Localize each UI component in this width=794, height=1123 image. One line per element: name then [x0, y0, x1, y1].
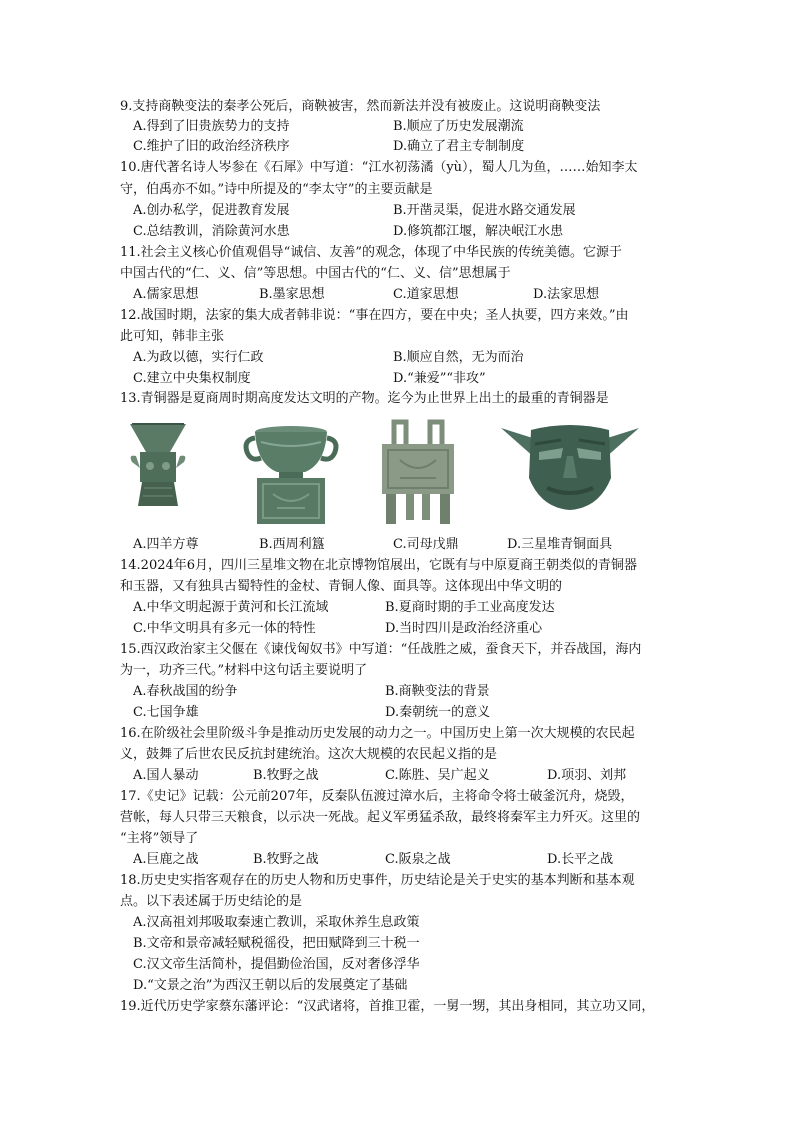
question-17-option-b: B.牧野之战 [253, 852, 319, 867]
question-11-stem-line-1: 11.社会主义核心价值观倡导“诚信、友善”的观念，体现了中华民族的传统美德。它源于 [120, 245, 622, 260]
question-9-option-c: C.维护了旧的政治经济秩序 [133, 139, 290, 154]
question-17-stem-line-3: “主将”领导了 [120, 831, 199, 846]
question-14-stem-line-1: 14.2024年6月，四川三星堆文物在北京博物馆展出，它既有与中原夏商王朝类似的青铜器 [120, 558, 638, 573]
question-13-option-d: D.三星堆青铜面具 [507, 537, 613, 552]
question-13-option-c: C.司母戊鼎 [393, 537, 459, 552]
question-15-option-b: B.商鞅变法的背景 [385, 684, 490, 699]
question-15-stem-line-2: 为一，功齐三代。”材料中这句话主要说明了 [120, 663, 368, 678]
question-10-option-a: A.创办私学，促进教育发展 [133, 203, 290, 218]
question-10-option-b: B.开凿灵渠，促进水路交通发展 [393, 203, 576, 218]
sanxingdui-bronze-mask-image [499, 418, 641, 514]
question-11-stem-line-2: 中国古代的“仁、义、信”等思想。中国古代的“仁、义、信”思想属于 [120, 266, 511, 281]
question-12-stem-line-2: 此可知，韩非主张 [120, 329, 225, 344]
question-12-stem-line-1: 12.战国时期，法家的集大成者韩非说：“事在四方，要在中央；圣人执要，四方来效。”由 [120, 308, 629, 323]
question-15-option-c: C.七国争雄 [133, 705, 199, 720]
question-13-option-b: B.西周利簋 [259, 537, 325, 552]
question-13-stem: 13.青铜器是夏商周时期高度发达文明的产物。迄今为止世界上出土的最重的青铜器是 [120, 391, 609, 406]
question-13-option-a: A.四羊方尊 [133, 537, 199, 552]
question-14-option-d: D.当时四川是政治经济重心 [385, 621, 543, 636]
question-15-option-a: A.春秋战国的纷争 [133, 684, 238, 699]
question-17-option-a: A.巨鹿之战 [133, 852, 199, 867]
question-18-stem-line-1: 18.历史史实指客观存在的历史人物和历史事件，历史结论是关于史实的基本判断和基本观 [120, 873, 635, 888]
question-15-option-d: D.秦朝统一的意义 [385, 705, 491, 720]
question-11-option-c: C.道家思想 [393, 287, 459, 302]
question-16-option-c: C.陈胜、吴广起义 [385, 768, 490, 783]
question-11-option-b: B.墨家思想 [259, 287, 325, 302]
question-14-option-b: B.夏商时期的手工业高度发达 [385, 600, 555, 615]
question-16-option-d: D.项羽、刘邦 [547, 768, 627, 783]
question-10-stem-line-1: 10.唐代著名诗人岑参在《石犀》中写道：“江水初荡潏（yù），蜀人几为鱼，……始知李太 [120, 160, 638, 175]
question-11-option-a: A.儒家思想 [133, 287, 199, 302]
question-16-stem-line-1: 16.在阶级社会里阶级斗争是推动历史发展的动力之一。中国历史上第一次大规模的农民起 [120, 726, 635, 741]
question-10-stem-line-2: 守，伯禹亦不如。”诗中所提及的“李太守”的主要贡献是 [120, 182, 433, 197]
question-17-option-c: C.阪泉之战 [385, 852, 451, 867]
question-14-stem-line-2: 和玉器，又有独具古蜀特性的金杖、青铜人像、面具等。这体现出中华文明的 [120, 579, 563, 594]
question-17-option-d: D.长平之战 [547, 852, 614, 867]
question-15-stem-line-1: 15.西汉政治家主父偃在《谏伐匈奴书》中写道：“任战胜之威，蚕食天下，并吞战国，海内 [120, 642, 642, 657]
question-12-option-d: D.“兼爱”“非攻” [393, 371, 486, 386]
question-9-option-a: A.得到了旧贵族势力的支持 [133, 119, 290, 134]
question-19-stem-line-1: 19.近代历史学家蔡东藩评论：“汉武诸将，首推卫霍，一舅一甥，其出身相同，其立功又同， [120, 999, 655, 1014]
simuwu-ding-image [376, 418, 460, 526]
question-18-option-c: C.汉文帝生活简朴，提倡勤俭治国，反对奢侈浮华 [133, 957, 420, 972]
question-16-option-b: B.牧野之战 [253, 768, 319, 783]
question-10-option-c: C.总结教训，消除黄河水患 [133, 224, 290, 239]
four-goat-square-zun-image [126, 418, 190, 510]
question-10-option-d: D.修筑都江堰，解决岷江水患 [393, 224, 564, 239]
question-18-option-a: A.汉高祖刘邦吸取秦速亡教训，采取休养生息政策 [133, 915, 420, 930]
question-12-option-a: A.为政以德，实行仁政 [133, 350, 264, 365]
question-14-option-a: A.中华文明起源于黄河和长江流域 [133, 600, 329, 615]
question-9-option-d: D.确立了君主专制制度 [393, 139, 525, 154]
question-18-option-b: B.文帝和景帝减轻赋税徭役，把田赋降到三十税一 [133, 936, 420, 951]
question-18-stem-line-2: 点。以下表述属于历史结论的是 [120, 894, 303, 909]
question-9-option-b: B.顺应了历史发展潮流 [393, 119, 524, 134]
question-17-stem-line-2: 营帐，每人只带三天粮食，以示决一死战。起义军勇猛杀敌，最终将秦军主力歼灭。这里的 [120, 810, 641, 825]
question-12-option-c: C.建立中央集权制度 [133, 371, 251, 386]
question-16-stem-line-2: 义，鼓舞了后世农民反抗封建统治。这次大规模的农民起义指的是 [120, 747, 498, 762]
question-18-option-d: D.“文景之治”为西汉王朝以后的发展奠定了基础 [133, 978, 408, 993]
question-9-stem: 9.支持商鞅变法的秦孝公死后，商鞅被害，然而新法并没有被废止。这说明商鞅变法 [120, 99, 601, 114]
question-17-stem-line-1: 17.《史记》记载：公元前207年，反秦队伍渡过漳水后，主将命令将士破釜沉舟，烧毁， [120, 789, 634, 804]
question-11-option-d: D.法家思想 [533, 287, 600, 302]
xizhou-li-gui-image [243, 418, 339, 526]
question-12-option-b: B.顺应自然，无为而治 [393, 350, 524, 365]
question-14-option-c: C.中华文明具有多元一体的特性 [133, 621, 316, 636]
question-16-option-a: A.国人暴动 [133, 768, 199, 783]
